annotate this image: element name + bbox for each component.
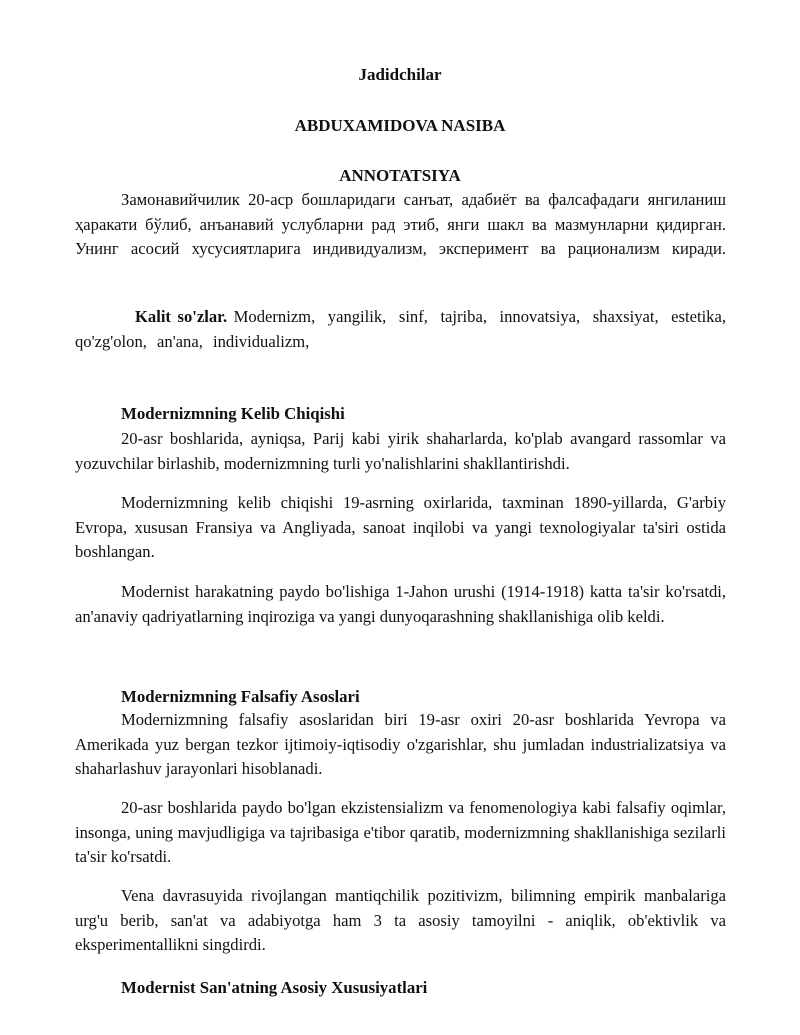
section-philosophy-p3	[75, 884, 726, 958]
section-heading-art-features: Modernist San'atning Asosiy Xususiyatlari	[121, 978, 428, 997]
keywords-block	[75, 305, 726, 354]
section-origins-p1	[75, 427, 726, 476]
keywords-paragraph	[75, 305, 726, 354]
author-name: ABDUXAMIDOVA NASIBA	[294, 116, 506, 135]
paragraph: Vena davrasuyida rivojlangan mantiqchilik pozitivizm, bilimning empirik manbalariga urg'u berib, san'at va adabiyotga ham 3 ta asosiy tamoyilni - aniqlik, ob'ektivlik va eksperimentallikni singdirdi.	[75, 886, 726, 954]
section-origins-p3	[75, 580, 726, 629]
paragraph: Modernizmning falsafiy asoslaridan biri 19-asr oxiri 20-asr boshlarida Yevropa va Amerikada yuz bergan tezkor ijtimoiy-iqtisodiy o'zgarishlar, shu jumladan industrializatsiya va shaharlashuv jarayonlari hisoblanadi.	[75, 710, 726, 778]
section-origins-p2	[75, 491, 726, 565]
section-heading-origins: Modernizmning Kelib Chiqishi	[121, 404, 345, 423]
annotation-heading: ANNOTATSIYA	[339, 166, 461, 185]
paragraph: 20-asr boshlarida, ayniqsa, Parij kabi yirik shaharlarda, ko'plab avangard rassomlar va yozuvchilar birlashib, modernizmning turli yo'nalishlarini shakllantirishdi.	[75, 429, 726, 473]
keywords-text: Modernizm, yangilik, sinf, tajriba, innovatsiya, shaxsiyat, estetika, qo'zg'olon, an'ana, individualizm,	[75, 307, 726, 351]
paragraph: 20-asr boshlarida paydo bo'lgan ekzistensializm va fenomenologiya kabi falsafiy oqimlar, insonga, uning mavjudligiga va tajribasiga e'tibor qaratib, modernizmning shakllanishiga sezilarli ta'sir ko'rsatdi.	[75, 798, 726, 866]
section-heading-philosophy: Modernizmning Falsafiy Asoslari	[121, 687, 360, 706]
keywords-label: Kalit so'zlar.	[135, 307, 228, 326]
section-philosophy-p2	[75, 796, 726, 870]
paragraph: Modernizmning kelib chiqishi 19-asrning oxirlarida, taxminan 1890-yillarda, G'arbiy Evropa, xususan Fransiya va Angliyada, sanoat inqilobi va yangi texnologiyalar ta'siri ostida boshlangan.	[75, 493, 726, 561]
annotation-text: Замонавийчилик 20-аср бошларидаги санъат, адабиёт ва фалсафадаги янгиланиш ҳаракати бўлиб, анъанавий услубларни рад этиб, янги шакл ва мазмунларни қидирган. Унинг асосий хусусиятларига индивидуализм, эксперимент ва рационализм киради.	[75, 190, 726, 258]
document-title: Jadidchilar	[358, 65, 442, 84]
section-philosophy-p1	[75, 708, 726, 782]
annotation-block	[75, 188, 726, 262]
paragraph: Modernist harakatning paydo bo'lishiga 1-Jahon urushi (1914-1918) katta ta'sir ko'rsatdi, an'anaviy qadriyatlarning inqiroziga va yangi dunyoqarashning shakllanishiga olib keldi.	[75, 582, 726, 626]
